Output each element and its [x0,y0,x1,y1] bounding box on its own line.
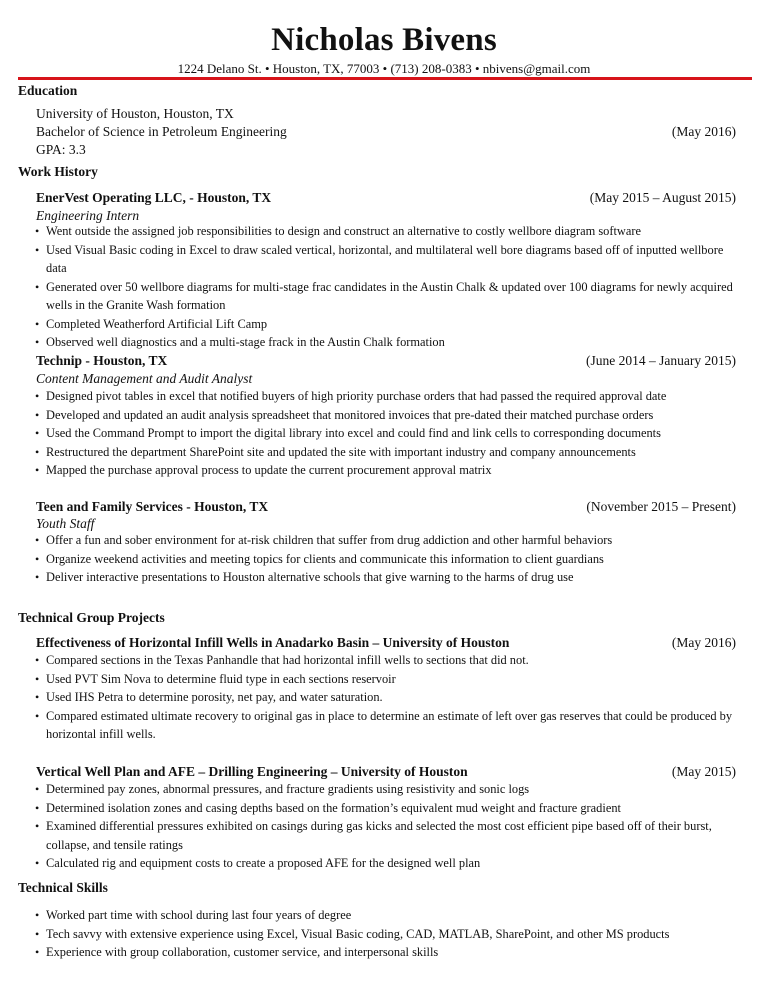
project-bullet-list [36,780,740,873]
list-item: • Worked part time with school during last four years of degree [36,906,740,925]
list-item: • Examined differential pressures exhibited on casings during gas kicks and selected the most cost efficient pipe based off of their burst, collapse, and tensile ratings [36,817,740,854]
list-item: • Developed and updated an audit analysis spreadsheet that monitored invoices that pre-dated their matched purchase orders [36,406,740,425]
list-item: • Observed well diagnostics and a multi-stage frack in the Austin Chalk formation [36,333,740,352]
list-item: • Determined isolation zones and casing depths based on the formation’s equivalent mud weight and fracture gradient [36,799,740,818]
education-degree: Bachelor of Science in Petroleum Engineering [36,124,287,139]
job-title: Content Management and Audit Analyst [36,371,253,386]
section-heading-skills: Technical Skills [18,880,108,895]
job-bullet-list [36,531,740,587]
education-degree-date: (May 2016) [671,124,736,139]
job-date: (June 2014 – January 2015) [586,353,736,368]
candidate-name: Nicholas Bivens [271,22,497,58]
list-item: • Organize weekend activities and meeting topics for clients and communicate this information to client guardians [36,550,740,569]
section-heading-education: Education [18,83,78,98]
list-item: • Tech savvy with extensive experience using Excel, Visual Basic coding, CAD, MATLAB, SharePoint, and other MS products [36,925,740,944]
list-item: • Used the Command Prompt to import the digital library into excel and could find and link cells to corresponding documents [36,424,740,443]
education-gpa: GPA: 3.3 [36,142,86,157]
job-company: EnerVest Operating LLC, - Houston, TX [36,190,272,205]
job-date: (November 2015 – Present) [586,499,736,514]
list-item: • Went outside the assigned job responsibilities to design and construct an alternative to costly wellbore diagram software [36,222,740,241]
project-bullet-list [36,651,740,744]
list-item: • Compared estimated ultimate recovery to original gas in place to determine an estimate of left over gas reserves that could be produced by horizontal infill wells. [36,707,740,744]
header-divider [18,77,752,80]
list-item: • Experience with group collaboration, customer service, and interpersonal skills [36,943,740,962]
project-date: (May 2016) [671,635,736,650]
job-title: Youth Staff [36,516,95,531]
section-heading-work-history: Work History [18,164,98,179]
list-item: • Completed Weatherford Artificial Lift Camp [36,315,740,334]
list-item: • Restructured the department SharePoint site and updated the site with important industry and company announcements [36,443,740,462]
list-item: • Designed pivot tables in excel that notified buyers of high priority purchase orders that had passed the required approval date [36,387,740,406]
list-item: • Determined pay zones, abnormal pressures, and fracture gradients using resistivity and sonic logs [36,780,740,799]
list-item: • Calculated rig and equipment costs to create a proposed AFE for the designed well plan [36,854,740,873]
section-heading-projects: Technical Group Projects [18,610,165,625]
list-item: • Used Visual Basic coding in Excel to draw scaled vertical, horizontal, and multilateral well bore diagrams based off of inputted wellbore data [36,241,740,278]
list-item: • Compared sections in the Texas Panhandle that had horizontal infill wells to sections that did not. [36,651,740,670]
job-company: Technip - Houston, TX [36,353,168,368]
job-bullet-list [36,387,740,480]
contact-line: 1224 Delano St. • Houston, TX, 77003 • (713) 208-0383 • nbivens@gmail.com [177,61,591,76]
project-date: (May 2015) [671,764,736,779]
project-title: Effectiveness of Horizontal Infill Wells in Anadarko Basin – University of Houston [36,635,510,650]
job-title: Engineering Intern [36,208,140,223]
list-item: • Offer a fun and sober environment for at-risk children that suffer from drug addiction and other harmful behaviors [36,531,740,550]
list-item: • Deliver interactive presentations to Houston alternative schools that give warning to the harms of drug use [36,568,740,587]
education-school: University of Houston, Houston, TX [36,106,234,121]
job-bullet-list [36,222,740,352]
skills-bullet-list [36,906,740,962]
list-item: • Used PVT Sim Nova to determine fluid type in each sections reservoir [36,670,740,689]
list-item: • Mapped the purchase approval process to update the current procurement approval matrix [36,461,740,480]
list-item: • Used IHS Petra to determine porosity, net pay, and water saturation. [36,688,740,707]
list-item: • Generated over 50 wellbore diagrams for multi-stage frac candidates in the Austin Chalk & updated over 100 diagrams for newly acquired wells in the Granite Wash formation [36,278,740,315]
project-title: Vertical Well Plan and AFE – Drilling Engineering – University of Houston [36,764,468,779]
job-date: (May 2015 – August 2015) [589,190,736,205]
job-company: Teen and Family Services - Houston, TX [36,499,269,514]
